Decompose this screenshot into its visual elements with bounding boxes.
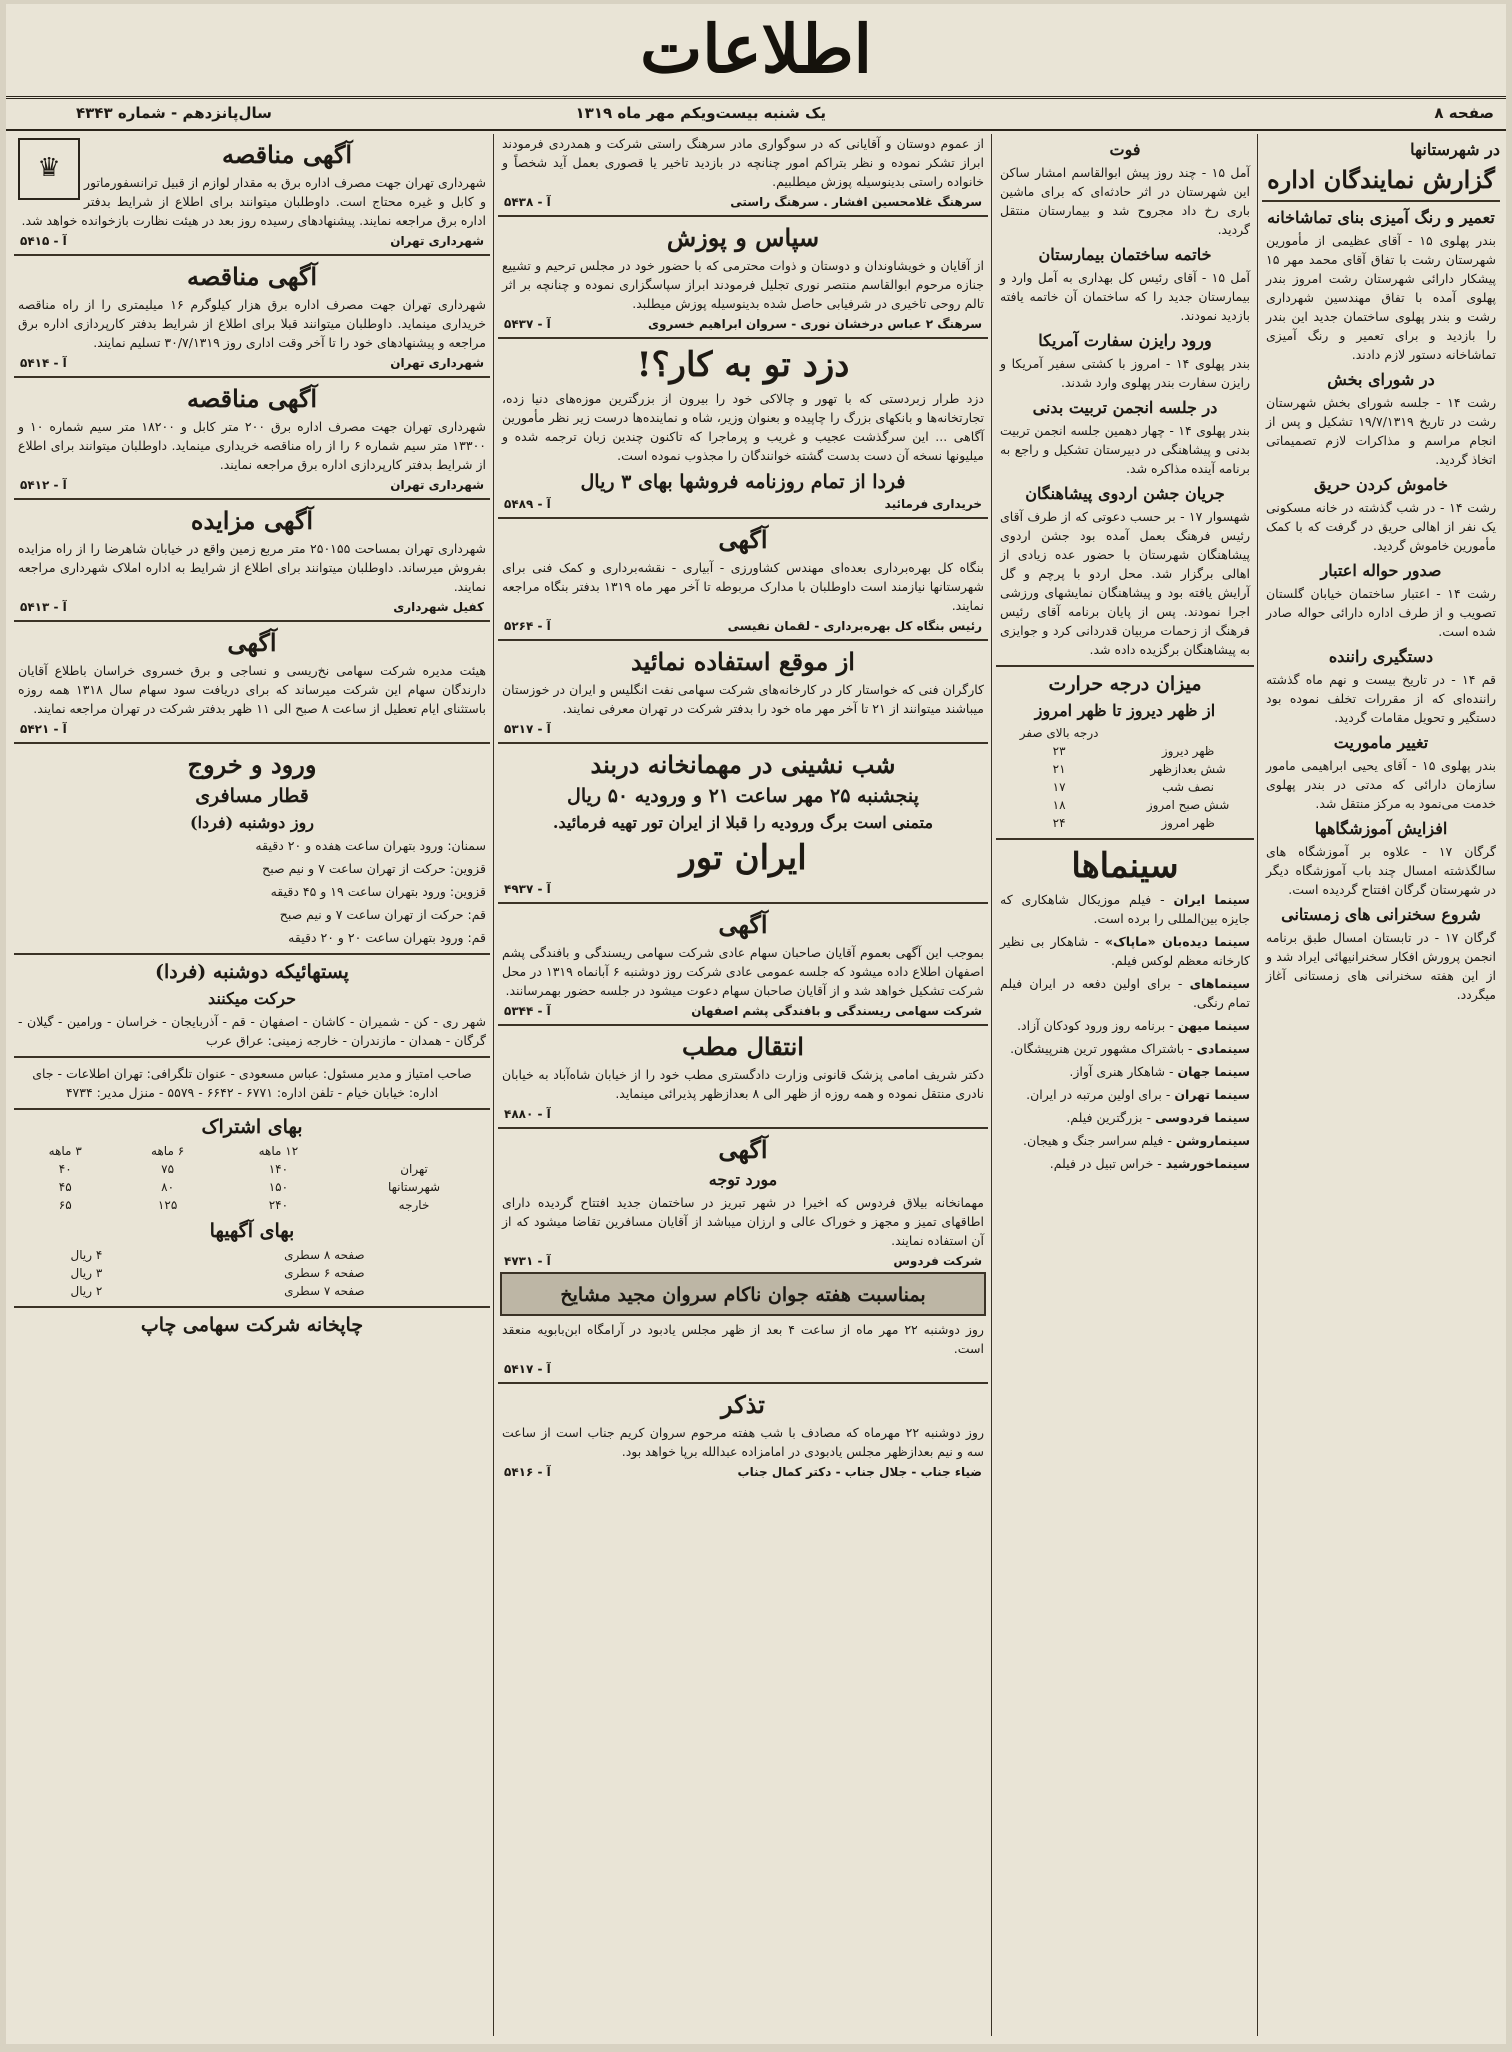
table-cell: شهرستانها: [387, 1180, 441, 1194]
cinema-item: سینماروشن - فیلم سراسر جنگ و هیجان.: [1023, 1133, 1250, 1148]
news-title: در شورای بخش: [1327, 370, 1435, 389]
hotel-line2: پنجشنبه ۲۵ مهر ساعت ۲۱ و ورودیه ۵۰ ریال: [567, 785, 919, 807]
table-cell: ۸۰: [161, 1180, 175, 1194]
notice-title: آگهی: [718, 525, 768, 554]
column-tenders: [14, 134, 490, 2036]
table-row: [14, 1246, 490, 1264]
memorial-footer: [504, 1362, 982, 1376]
memorial-box: [500, 1272, 986, 1316]
signature: خریداری فرمائید: [884, 497, 982, 511]
masthead: [6, 10, 1506, 94]
table-row: [14, 1282, 490, 1300]
thief-footer: [504, 497, 982, 511]
divider: [498, 902, 988, 904]
press-name: چاپخانه شرکت سهامی چاپ: [140, 1314, 364, 1336]
ad-code: آ - ۴۸۸۰: [504, 1107, 551, 1121]
ad-code: آ - ۵۳۱۷: [504, 722, 551, 736]
news-text: آمل ۱۵ - آقای رئیس کل بهداری به آمل وارد و بیمارستان جدید را که ساختمان آن خاتمه یافته بازدید نمودند.: [1000, 270, 1250, 323]
cinema-name: سینماروشن: [1175, 1133, 1250, 1148]
column-rule: [991, 134, 992, 2036]
divider: [498, 1382, 988, 1384]
ads-title: بهای آگهیها: [209, 1220, 295, 1242]
news-text: آمل ۱۵ - چند روز پیش ابوالقاسم امشار ساکن این شهرستان در اثر حادثه‌ای که برای ماشین باری رخ داد مجروح شد و بیمارستان منتقل گردید.: [1000, 165, 1250, 237]
ad-code: آ - ۵۴۱۴: [20, 356, 67, 370]
news-text: بندر پهلوی ۱۵ - آقای یحیی ابراهیمی مامور سازمان دارائی که مدتی در بندر پهلوی خدمت می‌نمود به مرکز منتقل شد.: [1266, 758, 1496, 811]
cinema-item: سینما میهن - برنامه روز ورود کودکان آزاد.: [1017, 1018, 1250, 1033]
auction-title: آگهی مزایده: [190, 506, 314, 535]
column-news-cinema: [996, 134, 1254, 2036]
tender-text: شهرداری تهران جهت مصرف اداره برق به مقدار لوازم از قبیل ترانسفورماتور و کابل و غیره محتاج است. داوطلبان میتوانند برای اطلاع از شرایط بدفتر اداره برق مراجعه نمایند. پیشنهادهای رسیده روز بعد در هیئت نظارت بازخوانده خواهد شد.: [21, 175, 486, 228]
news-title: خاموش کردن حریق: [1313, 475, 1449, 494]
table-cell: ۱۲۵: [157, 1198, 178, 1212]
cinema-name: سینما فردوسی: [1154, 1110, 1250, 1125]
table-cell: خارجه: [398, 1198, 430, 1212]
divider: [1262, 200, 1500, 202]
notice-signature: [20, 722, 484, 736]
cinema-item: سینما جهان - شاهکار هنری آواز.: [1069, 1064, 1250, 1079]
news-title: صدور حواله اعتبار: [1320, 561, 1442, 580]
clinic-title: انتقال مطب: [682, 1032, 804, 1061]
table-cell: نصف شب: [1162, 780, 1214, 794]
table-cell: ۱۴۰: [268, 1162, 289, 1176]
divider: [14, 620, 490, 622]
ad-code: آ - ۵۴۳۸: [504, 195, 551, 209]
news-text: بندر پهلوی ۱۴ - چهار دهمین جلسه انجمن تربیت بدنی و پیشاهنگی در دبیرستان تشکیل و راجع به برنامه آینده مذاکره شد.: [1000, 423, 1250, 476]
news-text: بندر پهلوی ۱۵ - آقای عظیمی از مأمورین شهرستان رشت با تفاق آقای محمد مهر ۱۵ پیشکار دارائی شهرستان رشت امروز بندر پهلوی آمده با تفاق مهندسین شهرداری رشت و بندر پهلوی ساختمان جدید این بندر را بازدید و برای تعمیر و رنگ آمیزی تماشاخانه دستور لازم دادند.: [1266, 233, 1496, 362]
auction-signature: [20, 600, 484, 614]
notice-signature: [504, 1004, 982, 1018]
ad-code: آ - ۵۴۳۷: [504, 317, 551, 331]
table-cell: ۱۲ ماهه: [258, 1144, 299, 1158]
ad-code: آ - ۵۴۲۱: [20, 722, 67, 736]
cinema-item: سینما فردوسی - بزرگترین فیلم.: [1066, 1110, 1250, 1125]
divider: [498, 1024, 988, 1026]
divider: [14, 953, 490, 955]
ad-code: آ - ۵۴۸۹: [504, 497, 551, 511]
cinema-text: شاهکار هنری آواز.: [1069, 1064, 1165, 1079]
tender-title: آگهی مناقصه: [221, 140, 353, 169]
hotel2-text: مهمانخانه بیلاق فردوس که اخیرا در شهر تبریز در ساختمان جدید افتتاح گردیده دارای اطاقهای تمیز و مجهز و خوراک عالی و ارزان میباشد از آقایان مسافرین تقاضا میشود که از آن استفاده نمایند.: [502, 1195, 984, 1248]
temperature-title: میزان درجه حرارت: [1048, 673, 1202, 695]
tender-text: شهرداری تهران جهت مصرف اداره برق هزار کیلوگرم ۱۶ میلیمتری را از راه مناقصه خریداری مینماید. داوطلبان میتوانند قبلا برای اطلاع از شرایط بدفتر کارپردازی اداره برق مراجعه و پیشنهادهای خود را تا آخر وقت اداری روز ۳۰/۷/۱۳۱۹ تسلیم نمایند.: [18, 297, 486, 350]
column-rule: [493, 134, 494, 2036]
cinema-text: شاهکار بی نظیر کارخانه معظم لوکس فیلم.: [1000, 934, 1250, 968]
notice-text: از عموم دوستان و آقایانی که در سوگواری مادر سرهنگ راستی شرکت و همدردی فرمودند ابراز تشکر نموده و نظر بتراکم امور چنانچه در بازدید تاخیر یا قصوری بعمل آید شخصاً و خانواده راستی بدینوسیله پوزش میطلبیم.: [502, 136, 984, 189]
table-cell: ۲ ریال: [70, 1284, 103, 1298]
post-title: پستهائیکه دوشنبه (فردا): [155, 961, 349, 983]
cinema-text: بزرگترین فیلم.: [1066, 1110, 1143, 1125]
signature: سرهنگ ۲ عباس درخشان نوری - سروان ابراهیم خسروی: [648, 317, 982, 331]
notice-title: از موقع استفاده نمائید: [631, 647, 855, 676]
table-cell: ۴۰: [58, 1162, 72, 1176]
table-row: [14, 1178, 490, 1196]
divider: [498, 517, 988, 519]
train-row: قم: ورود بتهران ساعت ۲۰ و ۲۰ دقیقه: [288, 930, 486, 945]
table-row: [996, 724, 1254, 742]
divider: [14, 254, 490, 256]
newspaper-page: [6, 4, 1506, 2044]
cinema-name: سینمادی: [1196, 1041, 1250, 1056]
table-cell: ظهر دیروز: [1161, 744, 1215, 758]
dateline: [6, 96, 1506, 131]
table-cell: ۳ ریال: [70, 1266, 103, 1280]
trains-day: روز دوشنبه (فردا): [190, 813, 314, 832]
signature: شرکت سهامی ریسندگی و بافندگی پشم اصفهان: [691, 1004, 982, 1018]
page-number: صفحه ۸: [1434, 104, 1494, 122]
divider: [996, 665, 1254, 667]
news-text: قم ۱۴ - در تاریخ بیست و نهم ماه گذشته راننده‌ای که از مقررات تخلف نموده بود دستگیر و تحویل مقامات گردید.: [1266, 672, 1496, 725]
divider: [498, 742, 988, 744]
year-issue: سال‌پانزدهم - شماره ۴۳۴۳: [76, 104, 272, 122]
cinema-name: سینما ایران: [1173, 892, 1250, 907]
table-cell: درجه بالای صفر: [1019, 726, 1099, 740]
cinema-name: سینما تهران: [1174, 1087, 1250, 1102]
news-title: ورود رایزن سفارت آمریکا: [1038, 331, 1212, 350]
ad-code: آ - ۵۴۱۵: [20, 234, 67, 248]
emblem-icon: ♛: [18, 138, 80, 200]
tender-signature: [20, 478, 484, 492]
subs-title: بهای اشتراک: [201, 1116, 303, 1138]
news-title: شروع سخنرانی های زمستانی: [1281, 905, 1481, 924]
news-text: شهسوار ۱۷ - بر حسب دعوتی که از طرف آقای رئیس فرهنگ بعمل آمده بود جشن اردوی پیشاهنگان شهرستان با حضور عده زیادی از اهالی برگزار شد. محل اردو با پرچم و گل آرایش یافته بود و پیشاهنگان نمایشهای ورزشی اجرا نمودند. پس از پایان برنامه آقای رئیس فرهنگ از زحمات مربیان قدردانی کرد و جوایزی به پیشاهنگان برگزیده داده شد.: [1000, 509, 1251, 657]
newspaper-logo: اطلاعات: [640, 10, 872, 88]
table-row: [996, 796, 1254, 814]
tender-signature: [20, 356, 484, 370]
ad-code: آ - ۵۴۱۳: [20, 600, 67, 614]
train-row: سمنان: ورود بتهران ساعت هفده و ۲۰ دقیقه: [255, 838, 486, 853]
notice-text: کارگران فنی که خواستار کار در کارخانه‌های شرکت سهامی نفت انگلیس و ایران در خوزستان میباشند میتوانند از ۲۱ تا آخر مهر ماه خود را بدفتر شرکت در تهران معرفی نمایند.: [502, 682, 984, 716]
table-cell: ۱۸: [1052, 798, 1066, 812]
remind-footer: [504, 1465, 982, 1479]
table-cell: ۲۳: [1052, 744, 1066, 758]
table-cell: ۶ ماهه: [151, 1144, 185, 1158]
thanks-signature: [504, 317, 982, 331]
signature: ضیاء جناب - جلال جناب - دکتر کمال جناب: [737, 1465, 982, 1479]
thief-text: دزد طرار زبردستی که با تهور و چالاکی خود را بیرون از بزرگترین موزه‌های دنیا زده، تجارتخانه‌ها و بانکهای بزرگ را چاپیده و بعنوان وزیر، شاه و نماینده‌ها درست زیر نظر مأمورین آگاهی ... این سرگذشت عجیب و غریب و پرماجرا که تاکنون چندین زبان ترجمه شده و میلیونها نسخه آن دست بدست گشته خوانندگان را مجذوب نموده است.: [502, 391, 984, 463]
train-row: قم: حرکت از تهران ساعت ۷ و نیم صبح: [279, 907, 486, 922]
cinema-name: سینماخورشید: [1165, 1156, 1250, 1171]
train-row: قزوین: ورود بتهران ساعت ۱۹ و ۴۵ دقیقه: [270, 884, 486, 899]
cinema-text: برای اولین مرتبه در ایران.: [1026, 1087, 1162, 1102]
ad-code: آ - ۵۳۴۴: [504, 1004, 551, 1018]
remind-text: روز دوشنبه ۲۲ مهرماه که مصادف با شب هفته مرحوم سروان کریم جناب است از ساعت سه و نیم بعدازظهر مجلس یادبودی در امامزاده عبدالله برپا خواهد بود.: [502, 1425, 984, 1459]
table-cell: ۲۴۰: [268, 1198, 289, 1212]
ad-code: آ - ۵۲۶۴: [504, 619, 551, 633]
cinema-text: فیلم سراسر جنگ و هیجان.: [1023, 1133, 1164, 1148]
ad-code: آ - ۴۹۳۷: [504, 882, 551, 896]
post-text: شهر ری - کن - شمیران - کاشان - اصفهان - قم - آذربایجان - خراسان - ورامین - گیلان - گرگان - همدان - مازندران - خارجه زمینی: عراق عرب: [18, 1014, 486, 1048]
tender-signature: [20, 234, 484, 248]
table-cell: صفحه ۸ سطری: [284, 1248, 365, 1262]
notice-signature: [504, 722, 982, 736]
table-cell: ۳ ماهه: [48, 1144, 82, 1158]
table-row: [14, 1142, 490, 1160]
trains-title: ورود و خروج: [187, 750, 317, 779]
notice-text: بموجب این آگهی بعموم آقایان صاحبان سهام عادی شرکت سهامی ریسندگی و بافندگی پشم اصفهان اطلاع داده میشود که جلسه عمومی عادی شرکت روز دوشنبه ۶ آبانماه ۱۳۱۹ در محل شرکت تشکیل خواهد شد و از آقایان صاحبان سهام دعوت میشود در جلسه حضور بهمرسانند.: [502, 945, 984, 998]
table-row: [996, 742, 1254, 760]
news-title: فوت: [1109, 140, 1141, 159]
table-row: [996, 814, 1254, 832]
table-cell: صفحه ۷ سطری: [284, 1284, 365, 1298]
ad-code: آ - ۵۴۱۶: [504, 1465, 551, 1479]
column-announcements: [498, 134, 988, 2036]
hotel-brand: ایران تور: [679, 838, 807, 878]
memorial-title: بمناسبت هفته جوان ناکام سروان مجید مشایخ: [560, 1284, 926, 1306]
signature: کفیل شهرداری: [393, 600, 484, 614]
news-title: افزایش آموزشگاهها: [1314, 819, 1448, 838]
tender-title: آگهی مناقصه: [186, 384, 318, 413]
issue-date: یک شنبه بیست‌و‌یکم مهر ماه ۱۳۱۹: [575, 104, 826, 122]
clinic-footer: [504, 1107, 982, 1121]
cinema-item: سینما تهران - برای اولین مرتبه در ایران.: [1026, 1087, 1250, 1102]
cinema-item: سینماخورشید - خراس تبیل در فیلم.: [1049, 1156, 1250, 1171]
news-text: رشت ۱۴ - در شب گذشته در خانه مسکونی یک نفر از اهالی حریق در گرفت که با کمک مأمورین خاموش گردید.: [1266, 500, 1496, 553]
signature: شهرداری تهران: [390, 234, 484, 248]
table-cell: [338, 1142, 490, 1160]
hotel2-footer: [504, 1254, 982, 1268]
divider: [498, 337, 988, 339]
table-cell: ۴۵: [58, 1180, 72, 1194]
table-row: [996, 778, 1254, 796]
cinema-name: سینماهای: [1189, 976, 1250, 991]
hotel-footer: [504, 882, 982, 896]
train-row: قزوین: حرکت از تهران ساعت ۷ و نیم صبح: [262, 861, 486, 876]
column-rule: [1257, 134, 1258, 2036]
cinema-title: سینماها: [1071, 846, 1179, 886]
temperature-subtitle: از ظهر دیروز تا ظهر امروز: [1034, 701, 1216, 720]
table-cell: شش بعدازظهر: [1150, 762, 1226, 776]
news-title: تعمیر و رنگ آمیزی بنای تماشاخانه: [1267, 208, 1495, 227]
notice-text: بنگاه کل بهره‌برداری بعده‌ای مهندس کشاورزی - آبیاری - نقشه‌برداری و کمک فنی برای شهرستانها نیازمند است داوطلبان با مدارک مربوطه تا آخر مهر ماه ۱۳۱۹ بدفتر بنگاه مراجعه نمایند.: [502, 560, 984, 613]
news-text: گرگان ۱۷ - علاوه بر آموزشگاه های سالگذشته امسال چند باب آموزشگاه دیگر در شهرستان گرگان افتتاح گردیده است.: [1266, 844, 1497, 897]
divider: [14, 1108, 490, 1110]
table-cell: صفحه ۶ سطری: [284, 1266, 365, 1280]
memorial-text: روز دوشنبه ۲۲ مهر ماه از ساعت ۴ بعد از ظهر مجلس یادبود در آرامگاه ابن‌بابویه منعقد است.: [502, 1322, 984, 1356]
thanks-text: از آقایان و خویشاوندان و دوستان و ذوات محترمی که با حضور خود در مجلس ترحیم و تشییع جنازه مرحوم ابوالقاسم منتصر نوری تجلیل فرمودند ابراز سپاسگزاری نموده و چنانچه بر اثر تالم روحی تاخیری در شرفیابی حاصل شده بدینوسیله پوزش میطلبد.: [502, 258, 984, 311]
hotel-line3: متمنی است برگ ورودیه را قبلا از ایران تور تهیه فرمائید.: [552, 813, 934, 832]
trains-subtitle: قطار مسافری: [195, 785, 309, 807]
divider: [14, 742, 490, 744]
section-kicker: در شهرستانها: [1410, 140, 1500, 159]
news-text: بندر پهلوی ۱۴ - امروز با کشتی سفیر آمریکا و رایزن سفارت بندر پهلوی وارد شدند.: [1000, 356, 1250, 390]
divider: [14, 1056, 490, 1058]
thief-banner: فردا از تمام روزنامه فروشها بهای ۳ ریال: [580, 471, 906, 493]
tender-text: شهرداری تهران جهت مصرف اداره برق ۲۰۰ متر کابل و ۱۸۲۰۰ متر سیم شماره ۱۰ و ۱۳۳۰۰ متر سیم شماره ۶ را از راه مناقصه خریداری مینماید. داوطلبان میتوانند برای اطلاع از شرایط بدفتر کارپردازی اداره برق مراجعه نمایند.: [18, 419, 487, 472]
temperature-table: [996, 724, 1254, 832]
notice-signature: [504, 195, 982, 209]
table-cell: شش صبح امروز: [1146, 798, 1230, 812]
subscription-table: [14, 1142, 490, 1214]
ad-code: آ - ۵۴۱۷: [504, 1362, 551, 1376]
cinema-name: سینما جهان: [1177, 1064, 1250, 1079]
cinema-text: خراس تبیل در فیلم.: [1049, 1156, 1154, 1171]
signature: شهرداری تهران: [390, 356, 484, 370]
staff-text: صاحب امتیاز و مدیر مسئول: عباس مسعودی - عنوان تلگرافی: تهران اطلاعات - جای اداره: خیابان خیام - تلفن اداره: ۶۷۷۱ - ۶۶۴۲ - ۵۵۷۹ - منزل مدیر: ۴۷۳۴: [32, 1066, 472, 1100]
table-row: [14, 1264, 490, 1282]
ad-rates-table: [14, 1246, 490, 1300]
table-row: [14, 1196, 490, 1214]
news-title: جریان جشن اردوی پیشاهنگان: [1025, 484, 1225, 503]
table-cell: [1122, 724, 1254, 742]
remind-title: تذکر: [721, 1390, 765, 1419]
divider: [498, 639, 988, 641]
notice-signature: [504, 619, 982, 633]
column-provinces: [1262, 134, 1500, 2036]
cinema-text: برای اولین دفعه در ایران فیلم تمام رنگی.: [1000, 976, 1250, 1010]
cinema-item: سینما دیده‌بان «ماپاک» - شاهکار بی نظیر کارخانه معظم لوکس فیلم.: [1000, 934, 1250, 968]
news-text: گرگان ۱۷ - در تابستان امسال طبق برنامه انجمن پرورش افکار سخنرانیهائی ایراد شد و از این هفته سخنرانی های زمستانی آغاز میگردد.: [1266, 930, 1496, 1002]
table-row: [996, 760, 1254, 778]
table-cell: ۴ ریال: [70, 1248, 103, 1262]
hotel-line1: شب نشینی در مهمانخانه دربند: [590, 750, 896, 779]
cinema-item: سینما ایران - فیلم موزیکال شاهکاری که جایزه بین‌المللی را برده است.: [1000, 892, 1250, 926]
thanks-title: سپاس و پوزش: [666, 223, 820, 252]
cinema-text: باشتراک مشهور ترین هنرپیشگان.: [1010, 1041, 1185, 1056]
signature: شهرداری تهران: [390, 478, 484, 492]
news-title: در جلسه انجمن تربیت بدنی: [1032, 398, 1218, 417]
table-cell: ۱۷: [1052, 780, 1066, 794]
auction-text: شهرداری تهران بمساحت ۲۵۰۱۵۵ متر مربع زمین واقع در خیابان شاهرضا را از راه مزایده بفروش میرساند. داوطلبان میتوانند برای اطلاع از شرایط به اداره املاک شهرداری مراجعه نمایند.: [18, 541, 486, 594]
table-cell: ۲۴: [1052, 816, 1066, 830]
table-cell: تهران: [400, 1162, 428, 1176]
cinema-item: سینمادی - باشتراک مشهور ترین هنرپیشگان.: [1010, 1041, 1250, 1056]
cinema-name: سینما میهن: [1177, 1018, 1250, 1033]
cinema-text: فیلم موزیکال شاهکاری که جایزه بین‌المللی را برده است.: [1000, 892, 1250, 926]
cinema-name: سینما دیده‌بان «ماپاک»: [1104, 934, 1250, 949]
cinema-text: برنامه روز ورود کودکان آزاد.: [1017, 1018, 1166, 1033]
divider: [14, 376, 490, 378]
news-text: رشت ۱۴ - جلسه شورای بخش شهرستان رشت در تاریخ ۱۹/۷/۱۳۱۹ تشکیل و پس از انجام مراسم و مذاکرات لازم تصمیماتی اتخاذ گردید.: [1266, 395, 1497, 467]
cinema-item: سینماهای - برای اولین دفعه در ایران فیلم تمام رنگی.: [1000, 976, 1250, 1010]
divider: [996, 838, 1254, 840]
signature: سرهنگ غلامحسین افشار . سرهنگ راستی: [730, 195, 982, 209]
divider: [14, 498, 490, 500]
ad-code: آ - ۵۴۱۲: [20, 478, 67, 492]
table-cell: ۶۵: [58, 1198, 72, 1212]
ad-code: آ - ۴۷۳۱: [504, 1254, 551, 1268]
table-cell: ظهر امروز: [1161, 816, 1215, 830]
thief-title: دزد تو به کار؟!: [636, 345, 850, 385]
news-title: دستگیری راننده: [1328, 647, 1434, 666]
news-title: تغییر ماموریت: [1333, 733, 1429, 752]
news-title: خاتمه ساختمان بیمارستان: [1038, 245, 1212, 264]
table-row: [14, 1160, 490, 1178]
news-text: رشت ۱۴ - اعتبار ساختمان خیابان گلستان تصویب و از طرف اداره دارائی حواله صادر شده است.: [1266, 586, 1496, 639]
notice-text: هیئت مدیره شرکت سهامی نخ‌ریسی و نساجی و برق خسروی خراسان باطلاع آقایان دارندگان سهام این شرکت میرساند که برای دریافت سود سهام سال ۱۳۱۸ همه روزه باستثنای ایام تعطیل از ساعت ۸ صبح الی ۱۱ ظهر بدفتر شرکت در تهران مراجعه نمایند.: [18, 663, 486, 716]
tender-title: آگهی مناقصه: [186, 262, 318, 291]
table-cell: ۱۵۰: [268, 1180, 289, 1194]
notice-title: آگهی: [718, 910, 768, 939]
hotel2-subtitle: مورد توجه: [708, 1170, 778, 1189]
section-headline: گزارش نمایندگان اداره: [1267, 165, 1495, 194]
clinic-text: دکتر شریف امامی پزشک قانونی وزارت دادگستری مطب خود را از خیابان شاه‌آباد به خیابان نادری منتقل نموده و همه روزه از ظهر الی ۸ بعدازظهر پذیرائی مینماید.: [502, 1067, 984, 1101]
table-cell: ۲۱: [1052, 762, 1066, 776]
divider: [14, 1306, 490, 1308]
hotel2-title: آگهی: [718, 1135, 768, 1164]
table-cell: ۷۵: [161, 1162, 175, 1176]
signature: رئیس بنگاه کل بهره‌برداری - لقمان نفیسی: [727, 619, 982, 633]
divider: [498, 215, 988, 217]
divider: [498, 1127, 988, 1129]
notice-title: آگهی: [227, 628, 277, 657]
signature: شرکت فردوس: [893, 1254, 982, 1268]
post-subtitle: حرکت میکنند: [208, 989, 296, 1008]
